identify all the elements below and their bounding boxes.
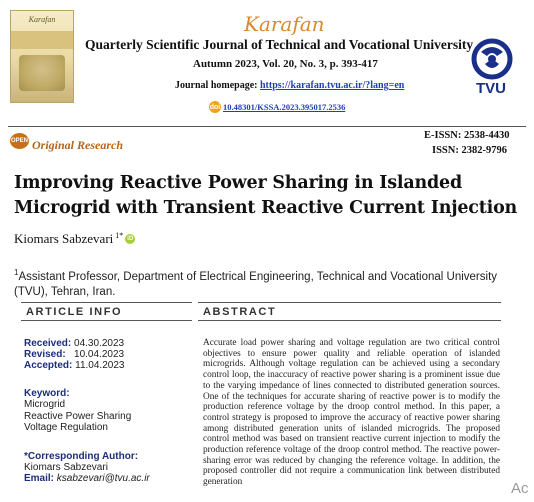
revised-date: 10.04.2023	[65, 349, 125, 360]
journal-homepage	[175, 80, 404, 91]
doi-row	[209, 101, 345, 113]
article-info-rule-top	[21, 302, 192, 303]
article-type: Original Research	[32, 138, 124, 152]
affiliation-text: Assistant Professor, Department of Electrical Engineering, Technical and Vocational University (TVU), Tehran, Iran.	[14, 270, 498, 298]
doi-link[interactable]: 10.48301/KSSA.2023.395017.2536	[223, 102, 346, 112]
keyword-item: Voltage Regulation	[24, 421, 108, 433]
journal-name: Karafan	[244, 12, 325, 36]
cover-artwork	[19, 55, 65, 91]
keywords-label: Keyword:	[24, 388, 70, 399]
abstract-rule-top	[198, 302, 501, 303]
keyword-item: Microgrid	[24, 399, 66, 411]
journal-issue: Autumn 2023, Vol. 20, No. 3, p. 393-417	[193, 58, 378, 70]
eissn: E-ISSN: 2538-4430	[424, 130, 510, 141]
header-divider	[8, 126, 526, 127]
abstract-heading: ABSTRACT	[203, 306, 277, 318]
journal-cover-image	[10, 10, 74, 103]
homepage-link[interactable]: https://karafan.tvu.ac.ir/?lang=en	[260, 80, 405, 91]
homepage-label: Journal homepage:	[175, 80, 260, 91]
keywords-block	[24, 388, 131, 433]
tvu-logo-icon	[467, 36, 517, 82]
author-email[interactable]: ksabzevari@tvu.ac.ir	[56, 473, 150, 484]
revised-row	[24, 349, 124, 360]
author-superscript: 1*	[115, 231, 124, 240]
email-label: Email:	[24, 473, 57, 484]
author-name: Kiomars Sabzevari	[14, 231, 114, 246]
corresponding-author-label: *Corresponding Author:	[24, 451, 139, 462]
received-row	[24, 338, 124, 349]
doi-icon: doi	[209, 101, 221, 113]
article-info-rule-bottom	[21, 320, 192, 321]
keyword-item: Reactive Power Sharing	[24, 410, 132, 422]
tvu-logo-text: TVU	[476, 80, 506, 97]
journal-subtitle: Quarterly Scientific Journal of Technical and Vocational University	[85, 37, 474, 52]
issn: ISSN: 2382-9796	[432, 145, 507, 156]
accepted-row	[24, 360, 124, 371]
orcid-icon[interactable]: iD	[127, 236, 134, 242]
received-date: 04.30.2023	[71, 338, 125, 349]
affiliation-superscript: 1	[14, 268, 19, 277]
cover-title: Karafan	[28, 15, 56, 24]
revised-label: Revised:	[24, 349, 66, 360]
accepted-label: Accepted:	[24, 360, 73, 371]
abstract-rule-bottom	[198, 320, 501, 321]
abstract-text: Accurate load power sharing and voltage regulation are two critical control objectives to ensure power quality and reliable operation of islanded microgrids. Although voltage regulation can be achieved using a secondary control loop, the inaccuracy of reactive power sharing is a prominent issue due to the varying impedance of lines connected to distributed generation sources. One of the techniques for accurate sharing of reactive power is to modify the production reference voltage by the droop control method. In this paper, a control strategy is proposed to improve the accuracy of reactive power sharing among distributed generation units of islanded microgrids. The proposed control method was based on transient reactive current injection to modify the production reference voltage of the droop control method. The reactive power-sharing error was reduced by changing the reference voltage. In addition, the proposed controller did not require a communication link between distributed generation	[203, 338, 500, 488]
received-label: Received:	[24, 338, 72, 349]
corresponding-author-block	[24, 451, 150, 484]
article-info-heading: ARTICLE INFO	[26, 306, 123, 318]
accepted-date: 11.04.2023	[72, 360, 125, 371]
email-row	[24, 473, 150, 484]
cover-band	[11, 31, 73, 49]
open-access-icon: OPEN	[10, 133, 29, 149]
author-line	[14, 231, 135, 247]
affiliation	[14, 265, 524, 300]
corresponding-author-name: Kiomars Sabzevari	[24, 462, 108, 473]
article-dates	[24, 338, 124, 371]
activation-watermark: Ac	[511, 480, 529, 497]
article-title: Improving Reactive Power Sharing in Islanded Microgrid with Transient Reactive Current Injection	[14, 173, 518, 218]
